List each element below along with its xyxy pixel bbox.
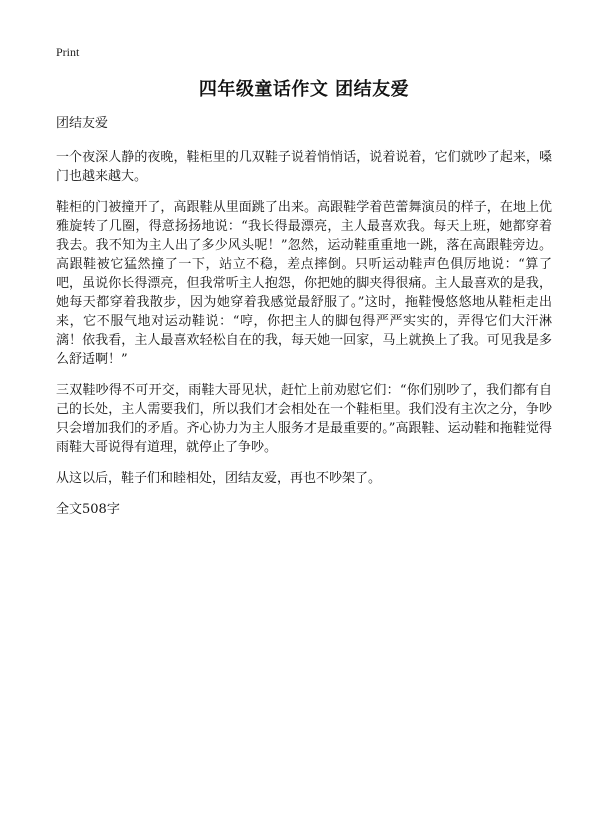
paragraph-3: 三双鞋吵得不可开交，雨鞋大哥见状，赶忙上前劝慰它们：“你们别吵了，我们都有自己的长处，主人需要我们，所以我们才会相处在一个鞋柜里。我们没有主次之分，争吵只会增加我们的矛盾。齐心协力为主人服务才是最重要的。”高跟鞋、运动鞋和拖鞋觉得雨鞋大哥说得有道理，就停止了争吵。 xyxy=(56,383,552,455)
article-subtitle: 团结友爱 xyxy=(56,116,109,131)
paragraph-2: 鞋柜的门被撞开了，高跟鞋从里面跳了出来。高跟鞋学着芭蕾舞演员的样子，在地上优雅旋转了几圈，得意扬扬地说：“我长得最漂亮，主人最喜欢我。每天上班，她都穿着我去。我不知为主人出了多少风头呢！”忽然，运动鞋重重地一跳，落在高跟鞋旁边。高跟鞋被它猛然撞了一下，站立不稳，差点摔倒。只听运动鞋声色俱厉地说：“算了吧，虽说你长得漂亮，但我常听主人抱怨，你把她的脚夹得很痛。主人最喜欢的是我，她每天都穿着我散步，因为她穿着我感觉最舒服了。”这时，拖鞋慢悠悠地从鞋柜走出来，它不服气地对运动鞋说：“哼，你把主人的脚包得严严实实的，弄得它们大汗淋漓！依我看，主人最喜欢轻松自在的我，每天她一回家，马上就换上了我。可见我是多么舒适啊！” xyxy=(56,200,552,367)
paragraph-4: 从这以后，鞋子们和睦相处，团结友爱，再也不吵架了。 xyxy=(56,471,382,486)
document-page xyxy=(56,44,552,519)
print-link[interactable]: Print xyxy=(56,45,80,59)
article-title: 四年级童话作文 团结友爱 xyxy=(198,79,410,100)
paragraph-1: 一个夜深人静的夜晚，鞋柜里的几双鞋子说着悄悄话，说着说着，它们就吵了起来，嗓门也越来越大。 xyxy=(56,150,552,184)
word-count: 全文508字 xyxy=(56,502,120,517)
